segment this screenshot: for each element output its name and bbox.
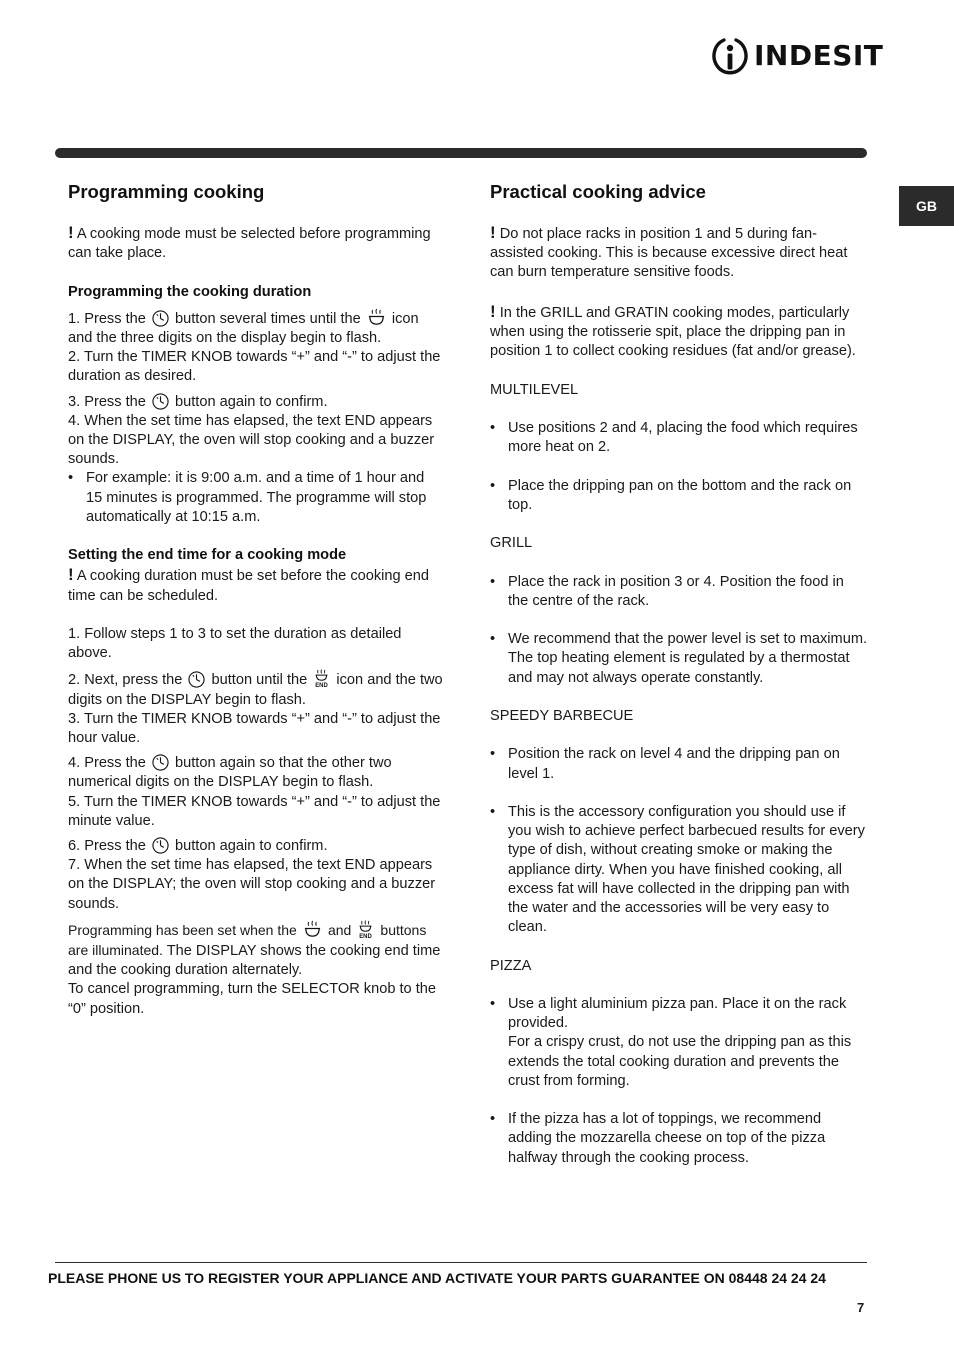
subheading-end-time: Setting the end time for a cooking mode xyxy=(68,547,347,564)
warning-text: A cooking duration must be set before the cooking end time can be scheduled. xyxy=(68,568,430,604)
step-3 xyxy=(68,393,444,412)
section-title-programming: Programming cooking xyxy=(68,181,265,202)
status-text: Programming has been set when the xyxy=(68,921,297,938)
subsection-speedy-barbecue: SPEEDY BARBECUE xyxy=(490,707,634,724)
list-item xyxy=(490,630,868,688)
end-step-6 xyxy=(68,837,444,856)
brand-logo-icon xyxy=(712,34,748,78)
list-item-text: Position the rack on level 4 and the dripping pan on level 1. xyxy=(508,746,840,782)
timer-button-icon xyxy=(152,310,169,327)
top-rule xyxy=(55,148,867,158)
step-4: 4. When the set time has elapsed, the text END appears on the DISPLAY, the oven will stop cooking and a buzzer sounds. xyxy=(68,412,435,468)
section-title-advice: Practical cooking advice xyxy=(490,181,706,202)
right-column xyxy=(490,180,868,1168)
page-number: 7 xyxy=(857,1300,865,1315)
end-step-2 xyxy=(68,669,444,709)
end-step-3: 3. Turn the TIMER KNOB towards “+” and “-” to adjust the hour value. xyxy=(68,710,441,747)
warning-paragraph xyxy=(68,565,444,605)
warning-icon: ! xyxy=(68,565,74,585)
step-text: icon and the three digits on the display begin to flash. xyxy=(68,310,419,346)
warning-text: Do not place racks in position 1 and 5 during fan-assisted cooking. This is because excessive direct heat can burn temperature sensitive foods. xyxy=(490,226,848,281)
step-text: 2. Next, press the xyxy=(68,672,183,689)
list-item xyxy=(490,745,868,783)
list-item-text: We recommend that the power level is set to maximum. The top heating element is regulated by a thermostat and may not always operate constantly. xyxy=(508,631,868,686)
status-text: buttons are illuminated. xyxy=(68,921,427,959)
subsection-pizza: PIZZA xyxy=(490,957,532,974)
bullet: • xyxy=(490,1111,496,1128)
footer-registration-note: PLEASE PHONE US TO REGISTER YOUR APPLIANCE AND ACTIVATE YOUR PARTS GUARANTEE ON 08448 24 24 24 xyxy=(48,1270,826,1286)
list-item-text: For example: it is 9:00 a.m. and a time of 1 hour and 15 minutes is programmed. The programme will stop automatically at 10:15 a.m. xyxy=(86,470,427,525)
list-item-text: If the pizza has a lot of toppings, we recommend adding the mozzarella cheese on top of the pizza halfway through the cooking process. xyxy=(508,1111,826,1166)
list-item-line: For a crispy crust, do not use the dripping pan as this extends the total cooking duration and prevents the crust from forming. xyxy=(508,1034,852,1089)
timer-button-icon xyxy=(188,671,205,688)
step-text: button several times until the xyxy=(175,310,361,327)
bullet: • xyxy=(490,995,496,1012)
bullet: • xyxy=(490,746,496,763)
bullet: • xyxy=(490,477,496,494)
bullet: • xyxy=(490,573,496,590)
left-column xyxy=(68,180,444,1019)
step-text: button until the xyxy=(211,672,308,689)
brand-name: INDESIT xyxy=(754,39,884,72)
warning-paragraph xyxy=(68,223,444,263)
status-text: The DISPLAY shows the cooking end time and the cooking duration alternately. xyxy=(68,943,441,979)
list-item-text: Place the dripping pan on the bottom and the rack on top. xyxy=(508,477,852,513)
end-time-icon xyxy=(313,669,330,688)
bullet: • xyxy=(490,803,496,820)
end-time-icon xyxy=(357,920,374,939)
status-text: and xyxy=(327,921,352,938)
end-step-5: 5. Turn the TIMER KNOB towards “+” and “-” to adjust the minute value. xyxy=(68,793,441,829)
step-text: 4. Press the xyxy=(68,755,146,772)
list-item xyxy=(490,995,868,1091)
step-text: icon and the two digits on the DISPLAY begin to flash. xyxy=(68,672,443,708)
subsection-grill: GRILL xyxy=(490,535,533,552)
bullet: • xyxy=(68,470,74,487)
step-text: button again to confirm. xyxy=(175,393,328,410)
warning-paragraph xyxy=(490,302,868,362)
step-text: button again so that the other two numerical digits on the DISPLAY begin to flash. xyxy=(68,755,392,791)
end-step-7: 7. When the set time has elapsed, the text END appears on the DISPLAY; the oven will stop cooking and a buzzer sounds. xyxy=(68,857,436,912)
bullet: • xyxy=(490,419,496,436)
list-item-text: Place the rack in position 3 or 4. Position the food in the centre of the rack. xyxy=(508,573,844,609)
step-text: button again to confirm. xyxy=(175,838,328,855)
subheading-duration: Programming the cooking duration xyxy=(68,283,312,300)
warning-icon: ! xyxy=(490,223,496,242)
warning-icon: ! xyxy=(68,223,74,242)
timer-button-icon xyxy=(152,754,169,771)
bullet: • xyxy=(490,631,496,648)
brand-logo xyxy=(712,34,883,78)
end-step-1: 1. Follow steps 1 to 3 to set the duration as detailed above. xyxy=(68,626,402,662)
cancel-note: To cancel programming, turn the SELECTOR knob to the “0” position. xyxy=(68,981,436,1017)
step-2: 2. Turn the TIMER KNOB towards “+” and “-” to adjust the duration as desired. xyxy=(68,349,441,385)
list-item xyxy=(68,469,444,527)
language-tab: GB xyxy=(899,186,954,226)
list-item-text: Use positions 2 and 4, placing the food which requires more heat on 2. xyxy=(508,419,858,456)
warning-text: In the GRILL and GRATIN cooking modes, particularly when using the rotisserie spit, place the dripping pan in position 1 to collect cooking residues (fat and/or grease). xyxy=(490,304,856,360)
warning-text: A cooking mode must be selected before programming can take place. xyxy=(68,226,431,262)
list-item xyxy=(490,477,868,515)
timer-button-icon xyxy=(152,837,169,854)
list-item-text: This is the accessory configuration you should use if you wish to achieve perfect barbecued results for every type of dish, without creating smoke or making the appliance dirty. When you have finished cooking, all excess fat will have collected in the dripping pan with the water and the accessories will be very easy to clean. xyxy=(508,803,865,936)
programming-status xyxy=(68,920,444,981)
end-step-4 xyxy=(68,754,444,792)
timer-button-icon xyxy=(152,393,169,410)
cooking-duration-icon xyxy=(303,920,322,939)
warning-paragraph xyxy=(490,223,868,283)
cooking-duration-icon xyxy=(367,308,386,327)
step-text: 3. Press the xyxy=(68,393,146,410)
list-item xyxy=(490,803,868,937)
list-item-line: Use a light aluminium pizza pan. Place it on the rack provided. xyxy=(508,995,847,1032)
step-1 xyxy=(68,308,444,348)
step-text: 1. Press the xyxy=(68,310,146,327)
step-text: 6. Press the xyxy=(68,838,146,855)
list-item xyxy=(490,573,868,611)
warning-icon: ! xyxy=(490,301,496,321)
subsection-multilevel: MULTILEVEL xyxy=(490,381,579,398)
list-item xyxy=(490,1110,868,1168)
bottom-rule xyxy=(55,1262,867,1263)
list-item-text xyxy=(508,995,868,1091)
list-item xyxy=(490,419,868,457)
